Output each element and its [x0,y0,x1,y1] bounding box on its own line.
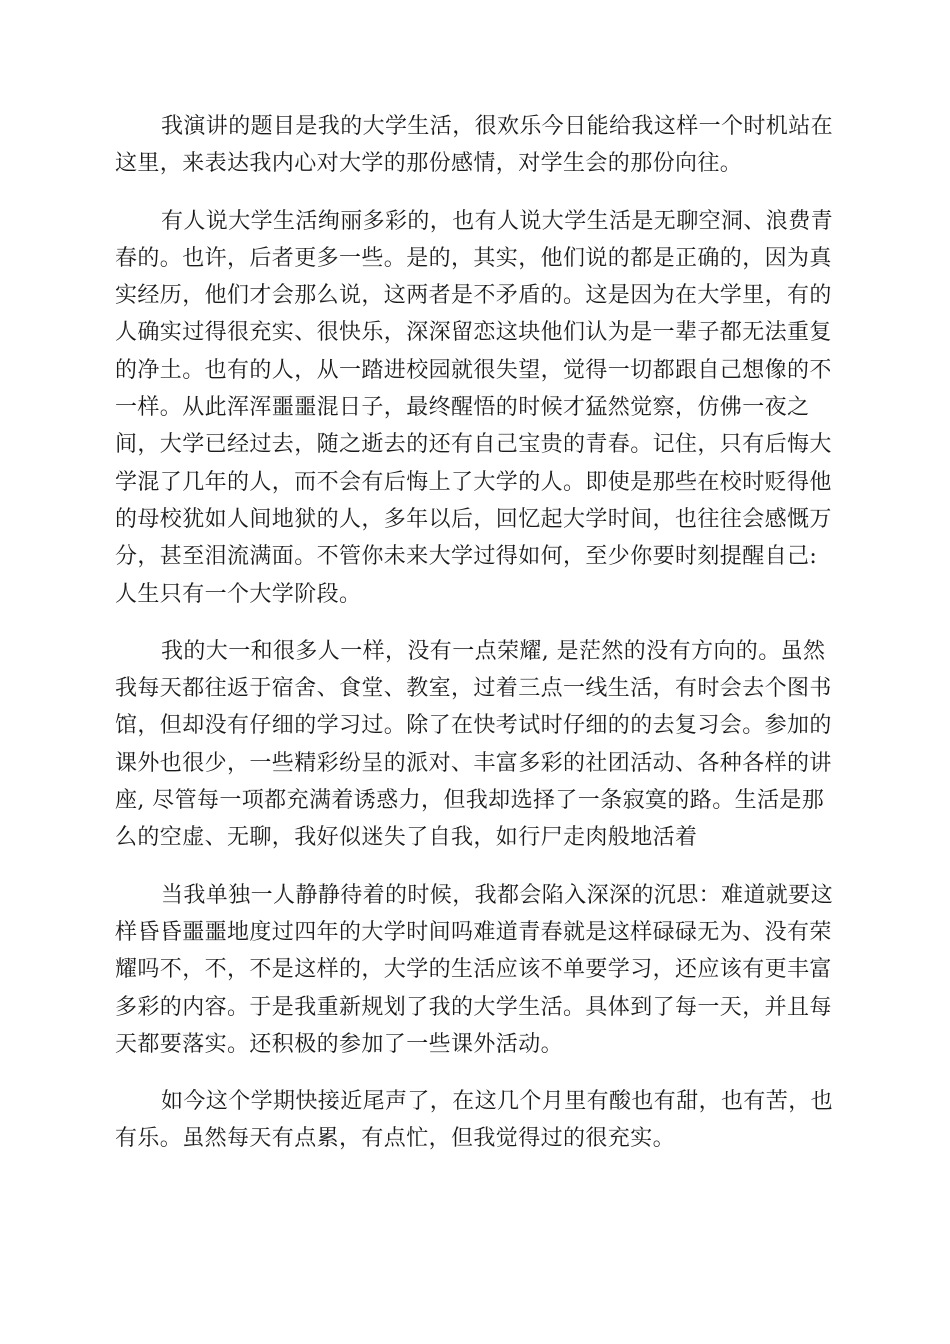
paragraph-1 [115,108,835,183]
text-line: 实经历，他们才会那么说，这两者是不矛盾的。这是因为在大学里，有的 [115,283,832,309]
text-line: 么的空虚、无聊，我好似迷失了自我，如行尸走肉般地活着 [115,825,698,851]
document-body [115,108,835,1158]
paragraph-3 [115,633,835,857]
paragraph-4 [115,877,835,1063]
text-line: 有乐。虽然每天有点累，有点忙，但我觉得过的很充实。 [115,1126,676,1152]
text-line: 春的。也许，后者更多一些。是的，其实，他们说的都是正确的，因为真 [115,245,832,271]
text-line: 我的大一和很多人一样，没有一点荣耀, 是茫然的没有方向的。虽然 [161,638,826,664]
text-line: 的母校犹如人间地狱的人，多年以后，回忆起大学时间，也往往会感慨万 [115,506,832,532]
text-line: 多彩的内容。于是我重新规划了我的大学生活。具体到了每一天，并且每 [115,994,832,1020]
text-line: 人确实过得很充实、很快乐，深深留恋这块他们认为是一辈子都无法重复 [115,320,832,346]
paragraph-5 [115,1083,835,1158]
text-line: 馆，但却没有仔细的学习过。除了在快考试时仔细的的去复习会。参加的 [115,713,832,739]
text-line: 一样。从此浑浑噩噩混日子，最终醒悟的时候才猛然觉察，仿佛一夜之 [115,395,810,421]
text-line: 天都要落实。还积极的参加了一些课外活动。 [115,1031,564,1057]
text-line: 如今这个学期快接近尾声了，在这几个月里有酸也有甜，也有苦，也 [161,1089,834,1115]
text-line: 样昏昏噩噩地度过四年的大学时间吗难道青春就是这样碌碌无为、没有荣 [115,919,832,945]
text-line: 分，甚至泪流满面。不管你未来大学过得如何，至少你要时刻提醒自己: [115,544,818,570]
text-line: 我演讲的题目是我的大学生活，很欢乐今日能给我这样一个时机站在 [161,114,834,139]
text-line: 耀吗不，不，不是这样的，大学的生活应该不单要学习，还应该有更丰富 [115,957,832,983]
text-line: 当我单独一人静静待着的时候，我都会陷入深深的沉思：难道就要这 [161,882,834,908]
text-line: 这里，来表达我内心对大学的那份感情，对学生会的那份向往。 [115,151,743,177]
text-line: 座, 尽管每一项都充满着诱惑力，但我却选择了一条寂寞的路。生活是那 [115,788,825,814]
text-line: 间，大学已经过去，随之逝去的还有自己宝贵的青春。记住，只有后悔大 [115,432,832,458]
paragraph-2 [115,203,835,613]
text-line: 的净土。也有的人，从一踏进校园就很失望，觉得一切都跟自己想像的不 [115,357,832,383]
text-line: 有人说大学生活绚丽多彩的，也有人说大学生活是无聊空洞、浪费青 [161,208,834,234]
text-line: 课外也很少，一些精彩纷呈的派对、丰富多彩的社团活动、各种各样的讲 [115,750,832,776]
text-line: 学混了几年的人，而不会有后悔上了大学的人。即使是那些在校时贬得他 [115,469,832,495]
text-line: 我每天都往返于宿舍、食堂、教室，过着三点一线生活，有时会去个图书 [115,676,832,702]
text-line: 人生只有一个大学阶段。 [115,581,362,607]
